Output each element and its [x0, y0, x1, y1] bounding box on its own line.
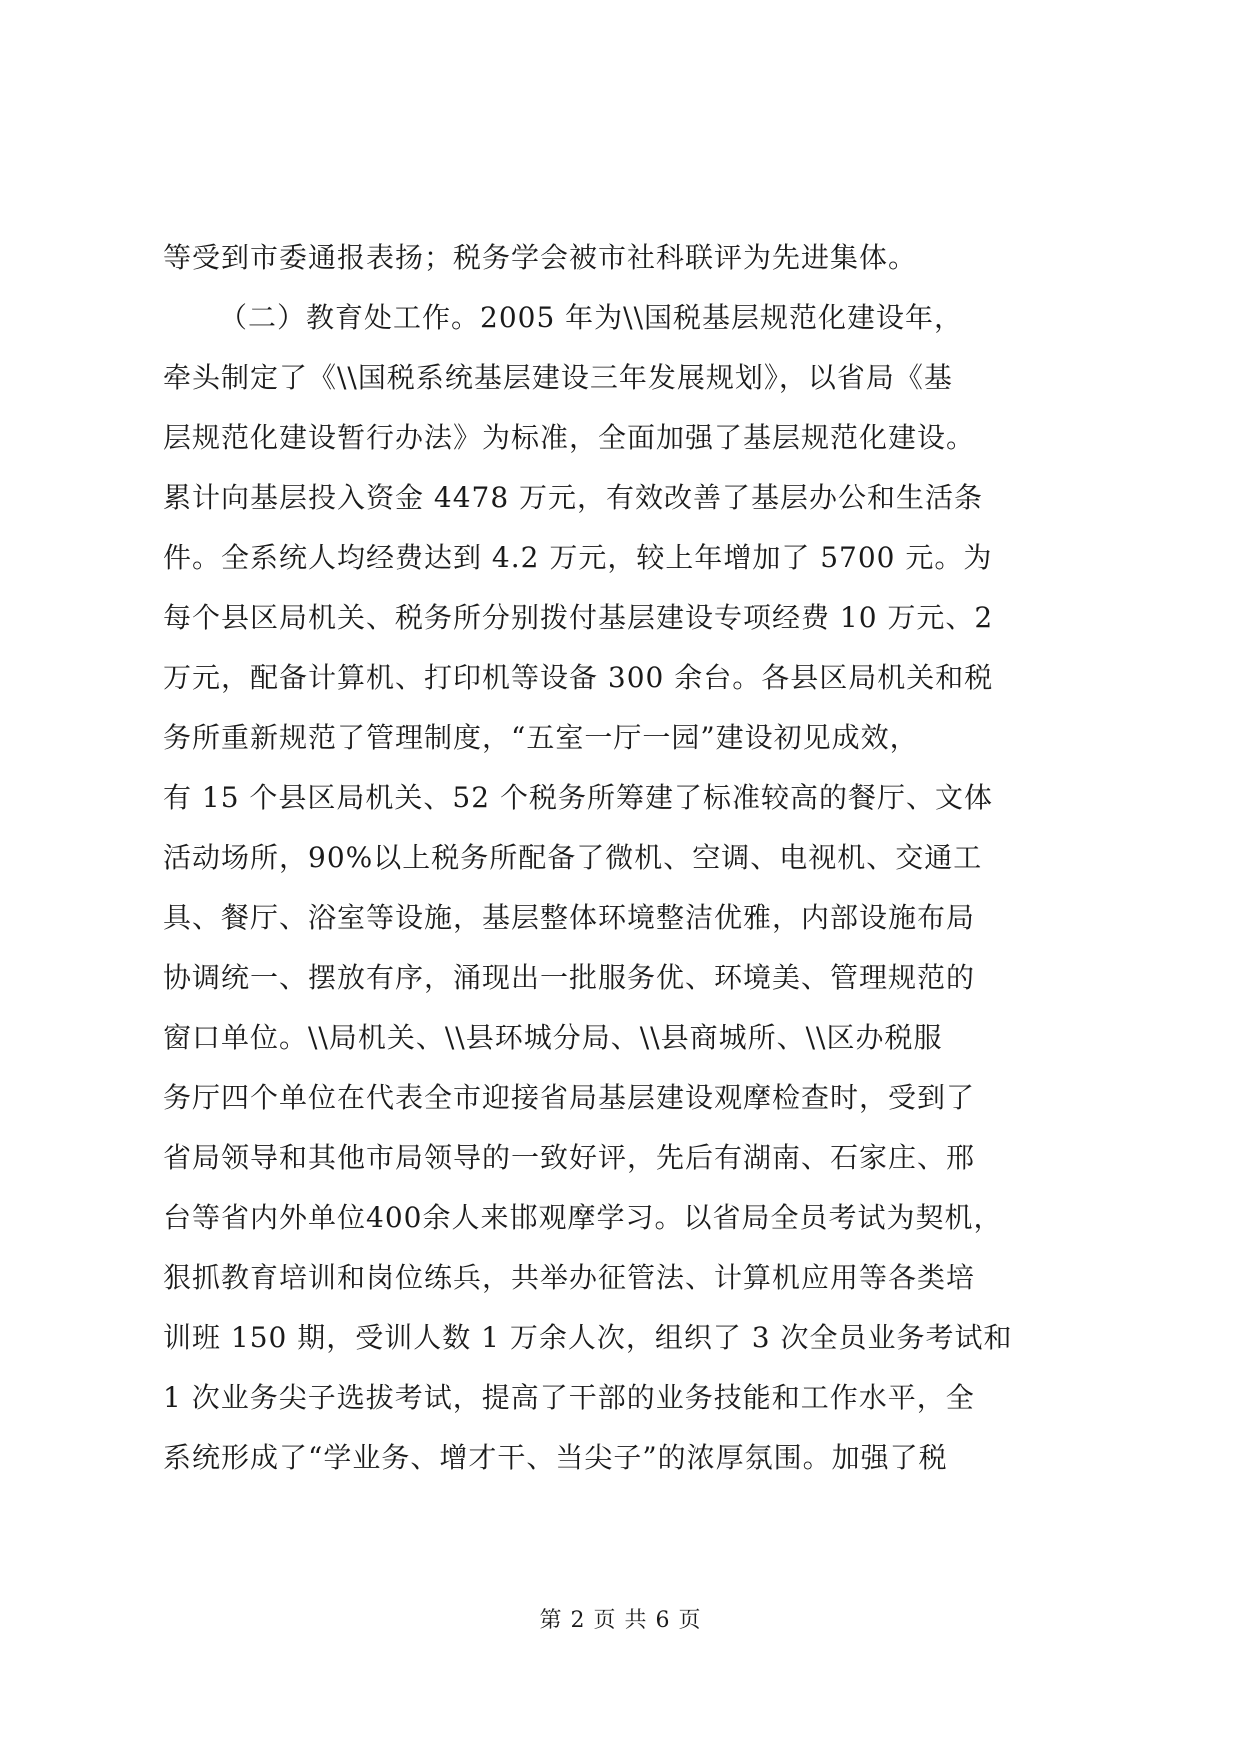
text-line: 件。全系统人均经费达到 4.2 万元，较上年增加了 5700 元。为 — [163, 541, 993, 574]
text-line: 等受到市委通报表扬；税务学会被市社科联评为先进集体。 — [163, 241, 918, 274]
text-line: 万元，配备计算机、打印机等设备 300 余台。各县区局机关和税 — [163, 661, 994, 694]
text-line: 务厅四个单位在代表全市迎接省局基层建设观摩检查时，受到了 — [163, 1081, 976, 1114]
text-line: 1 次业务尖子选拔考试，提高了干部的业务技能和工作水平，全 — [163, 1381, 975, 1414]
text-line: 具、餐厅、浴室等设施，基层整体环境整洁优雅，内部设施布局 — [163, 901, 976, 934]
text-line: 累计向基层投入资金 4478 万元，有效改善了基层办公和生活条 — [163, 481, 984, 514]
text-line: 有 15 个县区局机关、52 个税务所筹建了标准较高的餐厅、文体 — [163, 781, 993, 814]
text-line: 协调统一、摆放有序，涌现出一批服务优、环境美、管理规范的 — [163, 961, 976, 994]
text-line: 层规范化建设暂行办法》为标准，全面加强了基层规范化建设。 — [163, 421, 976, 454]
paragraph-start-line: （二）教育处工作。2005 年为\\国税基层规范化建设年， — [219, 301, 964, 334]
page-number-footer: 第 2 页 共 6 页 — [539, 1608, 702, 1633]
text-line: 训班 150 期，受训人数 1 万余人次，组织了 3 次全员业务考试和 — [163, 1321, 1013, 1354]
text-line: 系统形成了“学业务、增才干、当尖子”的浓厚氛围。加强了税 — [163, 1441, 948, 1474]
text-line: 窗口单位。\\局机关、\\县环城分局、\\县商城所、\\区办税服 — [163, 1021, 943, 1054]
text-line: 活动场所，90%以上税务所配备了微机、空调、电视机、交通工 — [163, 841, 983, 874]
text-line: 牵头制定了《\\国税系统基层建设三年发展规划》，以省局《基 — [163, 361, 953, 394]
text-line: 省局领导和其他市局领导的一致好评，先后有湖南、石家庄、邢 — [163, 1141, 976, 1174]
text-line: 台等省内外单位400余人来邯观摩学习。以省局全员考试为契机， — [163, 1201, 1003, 1234]
body-text — [163, 228, 1081, 1488]
text-line: 务所重新规范了管理制度，“五室一厅一园”建设初见成效， — [163, 721, 919, 754]
text-line: 狠抓教育培训和岗位练兵，共举办征管法、计算机应用等各类培 — [163, 1261, 976, 1294]
text-line: 每个县区局机关、税务所分别拨付基层建设专项经费 10 万元、2 — [163, 601, 994, 634]
